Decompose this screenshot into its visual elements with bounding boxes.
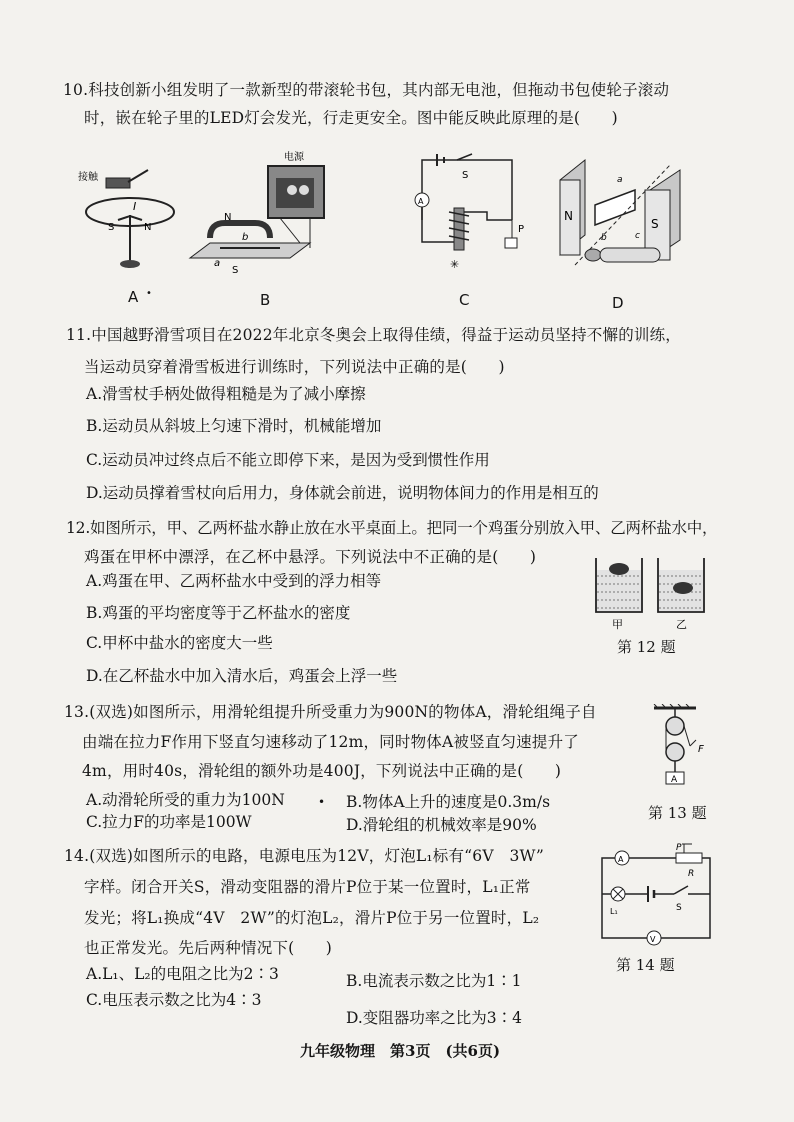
q14-option-a[interactable]: A.L₁、L₂的电阻之比为2∶3	[86, 965, 279, 983]
fig-14-s-label: S	[676, 903, 682, 913]
fig-c-s-label: S	[462, 170, 469, 181]
q13-option-a[interactable]: A.动滑轮所受的重力为100N	[86, 791, 285, 809]
q14-caption: 第 14 题	[616, 956, 675, 974]
cup-jia	[596, 558, 642, 612]
q12-option-c[interactable]: C.甲杯中盐水的密度大一些	[86, 634, 273, 652]
q13-option-c[interactable]: C.拉力F的功率是100W	[86, 813, 252, 831]
svg-text:✳: ✳	[450, 258, 460, 271]
fig-b-n-label: N	[224, 212, 232, 223]
page-footer: 九年级物理 第3页 (共6页)	[300, 1042, 501, 1060]
q11-option-a[interactable]: A.滑雪杖手柄处做得粗糙是为了减小摩擦	[86, 385, 366, 403]
q10-figure-c	[402, 150, 532, 280]
q12-caption: 第 12 题	[617, 638, 676, 656]
exam-page: 10.科技创新小组发明了一款新型的带滚轮书包，其内部无电池，但拖动书包使轮子滚动 时，嵌在轮子里的LED灯会发光，行走更安全。图中能反映此原理的是( ) 接触 I S N 电源 N S a b S A P ✳ N S a b c A • B C D 11.中国越野滑雪项目在2022年北京冬奥会上取得佳绩，得益于运动员坚持不懈的训练， 当运动员穿着滑雪板进行训练时，下列说法中正确的是( ) A.滑雪杖手柄处做得粗糙是为了减小摩擦 B.运动员从斜坡上匀速下滑时，机械能增加 C.运动员冲过终点后不能立即停下来，是因为受到惯性作用 D.运动员撑着雪杖向后用力，身体就会前进，说明物体间力的作用是相互的 12.如图所示，甲、乙两杯盐水静止放在水平桌面上。把同一个鸡蛋分别放入甲、乙两杯盐水中， 鸡蛋在甲杯中漂浮，在乙杯中悬浮。下列说法中不正确的是( ) A.鸡蛋在甲、乙两杯盐水中受到的浮力相等 B.鸡蛋的平均密度等于乙杯盐水的密度 C.甲杯中盐水的密度大一些 D.在乙杯盐水中加入清水后，鸡蛋会上浮一些 甲 乙 第 12 题 13.(双选)如图所示，用滑轮组提升所受重力为900N的物体A，滑轮组绳子自 由端在拉力F作用下竖直匀速移动了12m，同时物体A被竖直匀速提升了 4m，用时40s，滑轮组的额外功是400J，下列说法中正确的是( ) A.动滑轮所受的重力为100N B.物体A上升的速度是0.3m/s C.拉力F的功率是100W D.滑轮组的机械效率是90% • F A 第 13 题 14.(双选)如图所示的电路，电源电压为12V，灯泡L₁标有“6V 3W” 字样。闭合开关S，滑动变阻器的滑片P位于某一位置时，L₁正常 发光；将L₁换成“4V 2W”的灯泡L₂，滑片P位于另一位置时，L₂ 也正常发光。先后两种情况下( ) A.L₁、L₂的电阻之比为2∶3 B.电流表示数之比为1∶1 C.电压表示数之比为4∶3 D.变阻器功率之比为3∶4 A P R L₁ S V 第 14 题 九年级物理 第3页 (共6页)	[0, 0, 794, 1122]
fig-c-p-label: P	[518, 224, 525, 235]
fig-14-r-label: R	[688, 869, 695, 879]
fig-14-p-label: P	[676, 843, 682, 853]
q10-option-b-label[interactable]: B	[260, 291, 271, 309]
q12-line-2: 鸡蛋在甲杯中漂浮，在乙杯中悬浮。下列说法中不正确的是( )	[84, 548, 537, 566]
q10-figure-b	[180, 148, 340, 288]
fig-d-n-label: N	[564, 209, 573, 223]
fig-14-ammeter-label: A	[618, 855, 624, 864]
q10-option-d-label[interactable]: D	[612, 294, 624, 312]
q12-option-a[interactable]: A.鸡蛋在甲、乙两杯盐水中受到的浮力相等	[86, 572, 382, 590]
q13-option-b[interactable]: B.物体A上升的速度是0.3m/s	[346, 793, 551, 811]
cup-yi	[658, 558, 704, 612]
q11-option-c[interactable]: C.运动员冲过终点后不能立即停下来，是因为受到惯性作用	[86, 451, 490, 469]
q12-line-1: 12.如图所示，甲、乙两杯盐水静止放在水平桌面上。把同一个鸡蛋分别放入甲、乙两杯盐水中，	[66, 519, 718, 537]
q14-line-2: 字样。闭合开关S，滑动变阻器的滑片P位于某一位置时，L₁正常	[84, 878, 531, 896]
fig-a-contact-label: 接触	[78, 172, 98, 183]
q13-line-3: 4m，用时40s，滑轮组的额外功是400J，下列说法中正确的是( )	[82, 762, 562, 780]
q14-option-c[interactable]: C.电压表示数之比为4∶3	[86, 991, 262, 1009]
q14-option-b[interactable]: B.电流表示数之比为1∶1	[346, 972, 522, 990]
q11-line-2: 当运动员穿着滑雪板进行训练时，下列说法中正确的是( )	[84, 358, 505, 376]
fig-c-ammeter-label: A	[418, 197, 424, 206]
q13-caption: 第 13 题	[648, 804, 707, 822]
q14-line-3: 发光；将L₁换成“4V 2W”的灯泡L₂，滑片P位于另一位置时，L₂	[84, 909, 540, 927]
q14-line-4: 也正常发光。先后两种情况下( )	[84, 939, 332, 957]
fig-14-l1-label: L₁	[610, 907, 618, 916]
q13-line-1: 13.(双选)如图所示，用滑轮组提升所受重力为900N的物体A，滑轮组绳子自	[64, 703, 597, 721]
q13-figure	[646, 704, 716, 796]
q10-line-2: 时，嵌在轮子里的LED灯会发光，行走更安全。图中能反映此原理的是( )	[84, 109, 618, 127]
fig-b-a-label: a	[214, 258, 221, 269]
fig-d-a-label: a	[617, 175, 623, 185]
q13-option-d[interactable]: D.滑轮组的机械效率是90%	[346, 816, 537, 834]
fig-a-current-label: I	[133, 200, 137, 213]
fig-b-power-label: 电源	[284, 152, 304, 163]
q10-option-a-label[interactable]: A	[128, 288, 139, 306]
fig-b-s-label: S	[232, 265, 239, 276]
fig-b-b-label: b	[242, 232, 249, 243]
q11-option-b[interactable]: B.运动员从斜坡上匀速下滑时，机械能增加	[86, 417, 382, 435]
cup-yi-label: 乙	[676, 618, 687, 631]
fig-d-s-label: S	[651, 217, 659, 231]
q10-figure-d	[555, 150, 705, 280]
q10-figure-a	[78, 160, 178, 280]
q10-option-c-label[interactable]: C	[459, 291, 470, 309]
q11-line-1: 11.中国越野滑雪项目在2022年北京冬奥会上取得佳绩，得益于运动员坚持不懈的训练，	[66, 326, 681, 344]
q13-line-2: 由端在拉力F作用下竖直匀速移动了12m，同时物体A被竖直匀速提升了	[82, 733, 579, 751]
q12-option-b[interactable]: B.鸡蛋的平均密度等于乙杯盐水的密度	[86, 604, 351, 622]
fig-a-s-label: S	[108, 222, 115, 233]
fig-d-b-label: b	[601, 233, 607, 243]
fig-d-c-label: c	[635, 231, 640, 241]
fig-14-voltmeter-label: V	[650, 935, 656, 944]
fig-a-n-label: N	[144, 222, 152, 233]
q10-line-1: 10.科技创新小组发明了一款新型的带滚轮书包，其内部无电池，但拖动书包使轮子滚动	[63, 81, 670, 99]
q14-option-d[interactable]: D.变阻器功率之比为3∶4	[346, 1009, 523, 1027]
q14-circuit-figure	[596, 842, 720, 948]
fig-13-a-label: A	[671, 775, 678, 785]
q14-line-1: 14.(双选)如图所示的电路，电源电压为12V，灯泡L₁标有“6V 3W”	[64, 847, 545, 865]
fig-13-f-label: F	[698, 744, 704, 755]
q12-figure	[590, 552, 714, 632]
q11-option-d[interactable]: D.运动员撑着雪杖向后用力，身体就会前进，说明物体间力的作用是相互的	[86, 484, 599, 502]
cup-jia-label: 甲	[612, 618, 623, 631]
q12-option-d[interactable]: D.在乙杯盐水中加入清水后，鸡蛋会上浮一些	[86, 667, 398, 685]
